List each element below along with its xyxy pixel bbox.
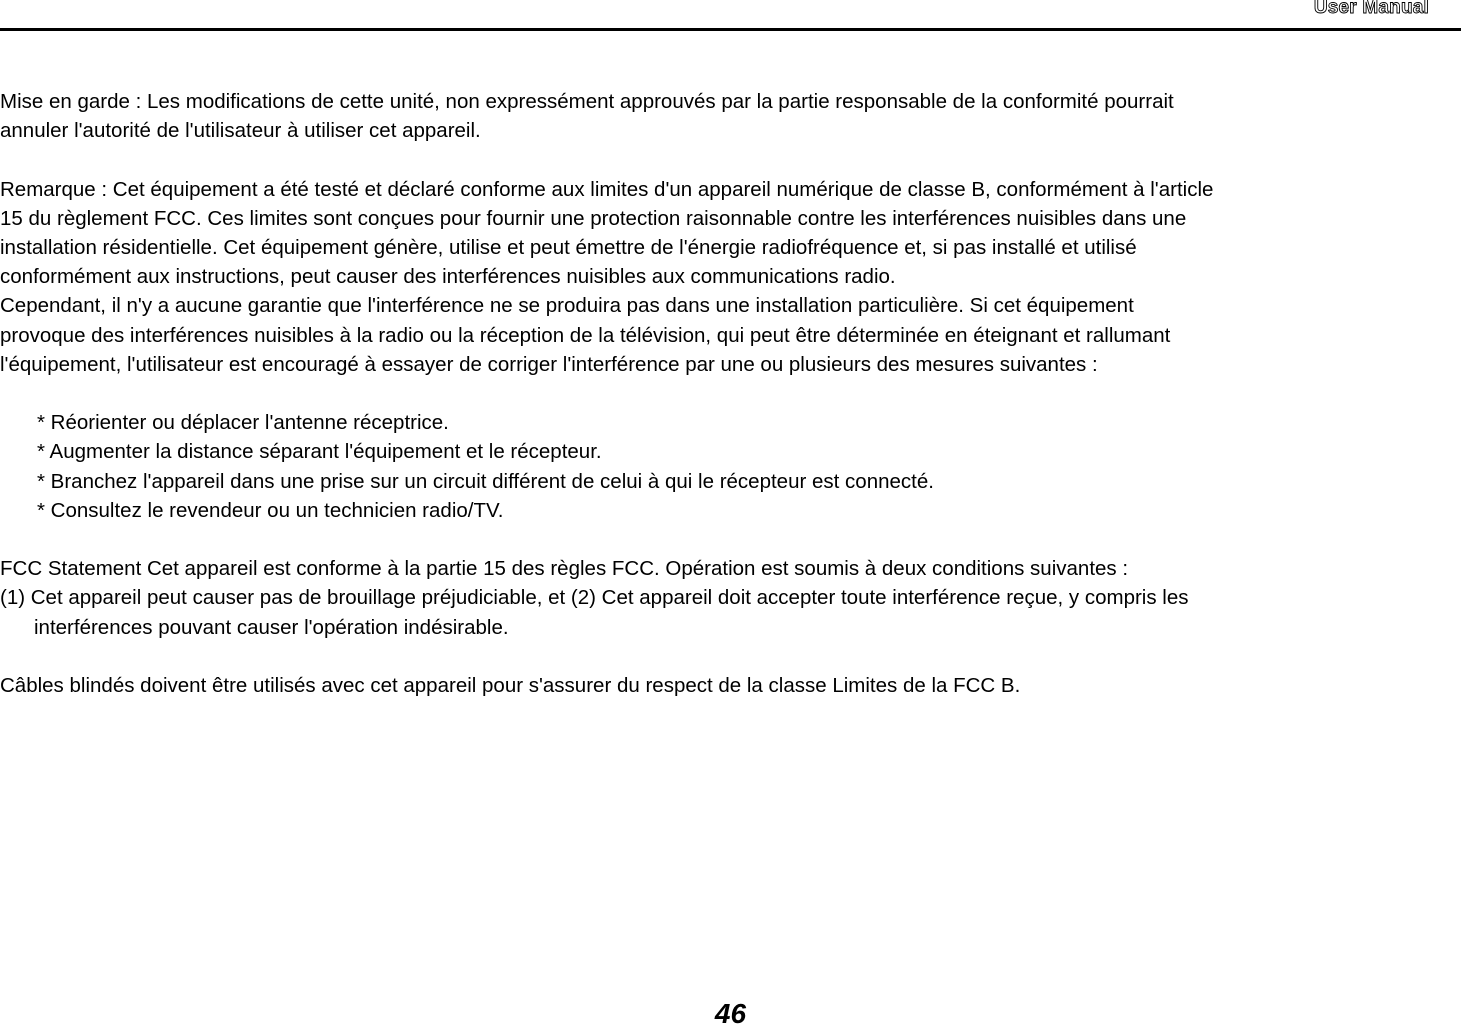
text-line: annuler l'autorité de l'utilisateur à utiliser cet appareil. — [0, 119, 481, 143]
page-number: 46 — [714, 998, 747, 1029]
list-item: * Augmenter la distance séparant l'équipement et le récepteur. — [37, 440, 602, 464]
document-body — [0, 87, 1461, 700]
text-line: provoque des interférences nuisibles à la radio ou la réception de la télévision, qui peut être déterminée en éteignant et rallumant — [0, 323, 1171, 347]
caution-paragraph — [0, 87, 1461, 145]
paragraph-spacer — [0, 642, 1461, 671]
manual-header-title: User Manual — [1313, 0, 1429, 18]
list-item: * Réorienter ou déplacer l'antenne réceptrice. — [37, 411, 449, 435]
list-item: * Branchez l'appareil dans une prise sur un circuit différent de celui à qui le récepteur est connecté. — [37, 469, 934, 493]
text-line: interférences pouvant causer l'opération indésirable. — [34, 615, 509, 639]
header-divider — [0, 28, 1461, 31]
text-line: Cependant, il n'y a aucune garantie que l'interférence ne se produira pas dans une installation particulière. Si cet équipement — [0, 294, 1134, 318]
remark-paragraph — [0, 175, 1461, 379]
text-line: 15 du règlement FCC. Ces limites sont conçues pour fournir une protection raisonnable contre les interférences nuisibles dans une — [0, 206, 1187, 230]
text-line: Remarque : Cet équipement a été testé et déclaré conforme aux limites d'un appareil numérique de classe B, conformément à l'article — [0, 177, 1214, 201]
text-line: installation résidentielle. Cet équipement génère, utilise et peut émettre de l'énergie radiofréquence et, si pas installé et utilisé — [0, 236, 1137, 259]
paragraph-spacer — [0, 145, 1461, 174]
text-line: l'équipement, l'utilisateur est encouragé à essayer de corriger l'interférence par une ou plusieurs des mesures suivantes : — [0, 352, 1098, 376]
text-line: conformément aux instructions, peut causer des interférences nuisibles aux communications radio. — [0, 265, 896, 289]
text-line: Câbles blindés doivent être utilisés avec cet appareil pour s'assurer du respect de la classe Limites de la FCC B. — [0, 674, 1021, 697]
fcc-statement-paragraph — [0, 554, 1461, 642]
paragraph-spacer — [0, 525, 1461, 554]
text-line: Mise en garde : Les modifications de cette unité, non expressément approuvés par la partie responsable de la conformité pourrait — [0, 90, 1174, 113]
list-item: * Consultez le revendeur ou un technicien radio/TV. — [37, 498, 504, 522]
paragraph-spacer — [0, 379, 1461, 408]
measures-list — [0, 408, 1461, 525]
text-line: (1) Cet appareil peut causer pas de brouillage préjudiciable, et (2) Cet appareil doit accepter toute interférence reçue, y compris les — [0, 586, 1189, 610]
cables-paragraph — [0, 671, 1461, 700]
text-line: FCC Statement Cet appareil est conforme à la partie 15 des règles FCC. Opération est soumis à deux conditions suivantes : — [0, 557, 1129, 581]
